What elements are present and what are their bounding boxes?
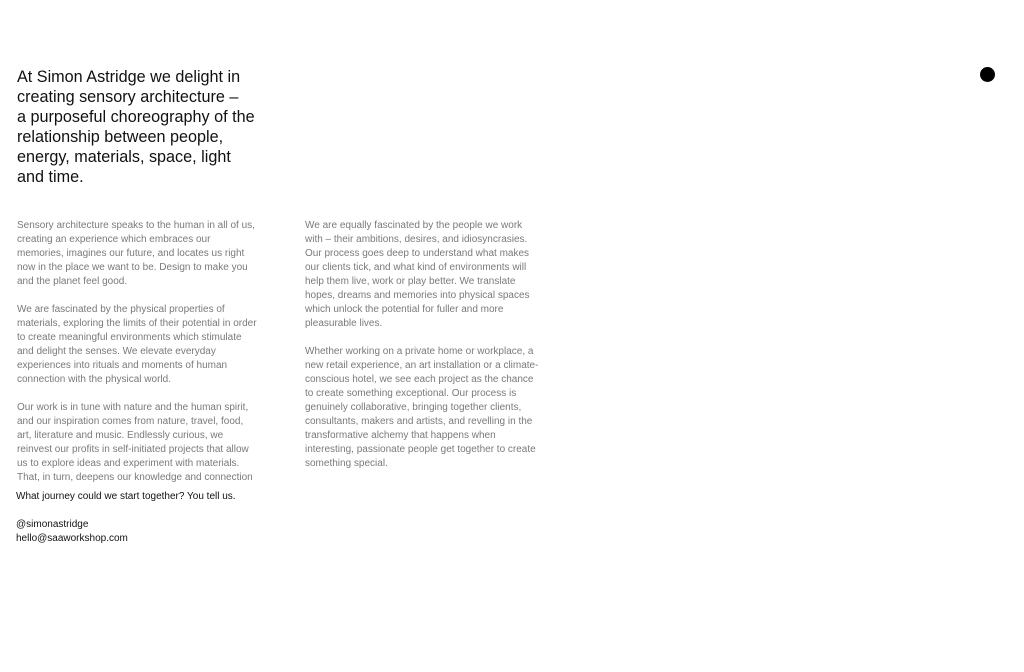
paragraph-line: experiences into rituals and moments of human [17, 360, 228, 371]
headline-line: energy, materials, space, light [17, 148, 231, 166]
paragraph-line: which unlock the potential for fuller and more [305, 304, 504, 315]
call-to-action: What journey could we start together? You tell us. [16, 491, 236, 502]
about-paragraph [17, 303, 285, 387]
instagram-link[interactable]: @simonastridge [16, 519, 89, 530]
paragraph-line: Our process goes deep to understand what makes [305, 248, 530, 259]
intro-headline [17, 67, 307, 187]
about-paragraph [17, 219, 285, 289]
paragraph-line: help them live, work or play better. We translate [305, 276, 516, 287]
paragraph-line: something special. [305, 458, 388, 469]
about-column-left[interactable] [17, 219, 285, 486]
paragraph-line: hopes, dreams and memories into physical spaces [305, 290, 530, 301]
headline-line: a purposeful choreography of the [17, 108, 255, 126]
paragraph-line: consultants, makers and artists, and revelling in the [305, 416, 533, 427]
email-link[interactable]: hello@saaworkshop.com [16, 533, 128, 544]
about-paragraph [305, 219, 573, 331]
paragraph-line: pleasurable lives. [305, 318, 383, 329]
about-paragraph [17, 401, 285, 485]
paragraph-line: and our inspiration comes from nature, travel, food, [17, 416, 244, 427]
paragraph-line: to create something exceptional. Our process is [305, 388, 517, 399]
paragraph-line: memories, imagines our future, and locates us right [17, 248, 245, 259]
paragraph-line: with – their ambitions, desires, and idiosyncrasies. [305, 234, 528, 245]
about-paragraph [305, 345, 573, 471]
paragraph-line: We are equally fascinated by the people we work [305, 220, 523, 231]
paragraph-line: reinvest our profits in self-initiated projects that allow [17, 444, 249, 455]
paragraph-line: now in the place we want to be. Design to make you [17, 262, 248, 273]
paragraph-line: us to explore ideas and experiment with materials. [17, 458, 240, 469]
paragraph-line: new retail experience, an art installation or a climate- [305, 360, 539, 371]
about-column-right [305, 219, 573, 485]
paragraph-line: We are fascinated by the physical properties of [17, 304, 225, 315]
paragraph-line: and the planet feel good. [17, 276, 128, 287]
paragraph-line: Our work is in tune with nature and the human spirit, [17, 402, 249, 413]
paragraph-line: transformative alchemy that happens when [305, 430, 496, 441]
paragraph-line: our clients tick, and what kind of environments will [305, 262, 527, 273]
menu-dot-icon[interactable] [980, 67, 995, 82]
paragraph-line: materials, exploring the limits of their potential in order [17, 318, 257, 329]
paragraph-line: art, literature and music. Endlessly curious, we [17, 430, 224, 441]
headline-line: creating sensory architecture – [17, 88, 239, 106]
paragraph-line: Whether working on a private home or workplace, a [305, 346, 534, 357]
headline-line: and time. [17, 168, 84, 186]
headline-line: At Simon Astridge we delight in [17, 68, 241, 86]
paragraph-line: and delight the senses. We elevate everyday [17, 346, 216, 357]
paragraph-line: That, in turn, deepens our knowledge and connection [17, 472, 253, 483]
paragraph-line: interesting, passionate people get together to create [305, 444, 536, 455]
paragraph-line: creating an experience which embraces our [17, 234, 211, 245]
contact-block [16, 518, 128, 546]
headline-line: relationship between people, [17, 128, 224, 146]
paragraph-line: Sensory architecture speaks to the human in all of us, [17, 220, 255, 231]
paragraph-line: conscious hotel, we see each project as the chance [305, 374, 534, 385]
paragraph-line: genuinely collaborative, bringing together clients, [305, 402, 522, 413]
paragraph-line: connection with the physical world. [17, 374, 171, 385]
paragraph-line: to create meaningful environments which stimulate [17, 332, 242, 343]
